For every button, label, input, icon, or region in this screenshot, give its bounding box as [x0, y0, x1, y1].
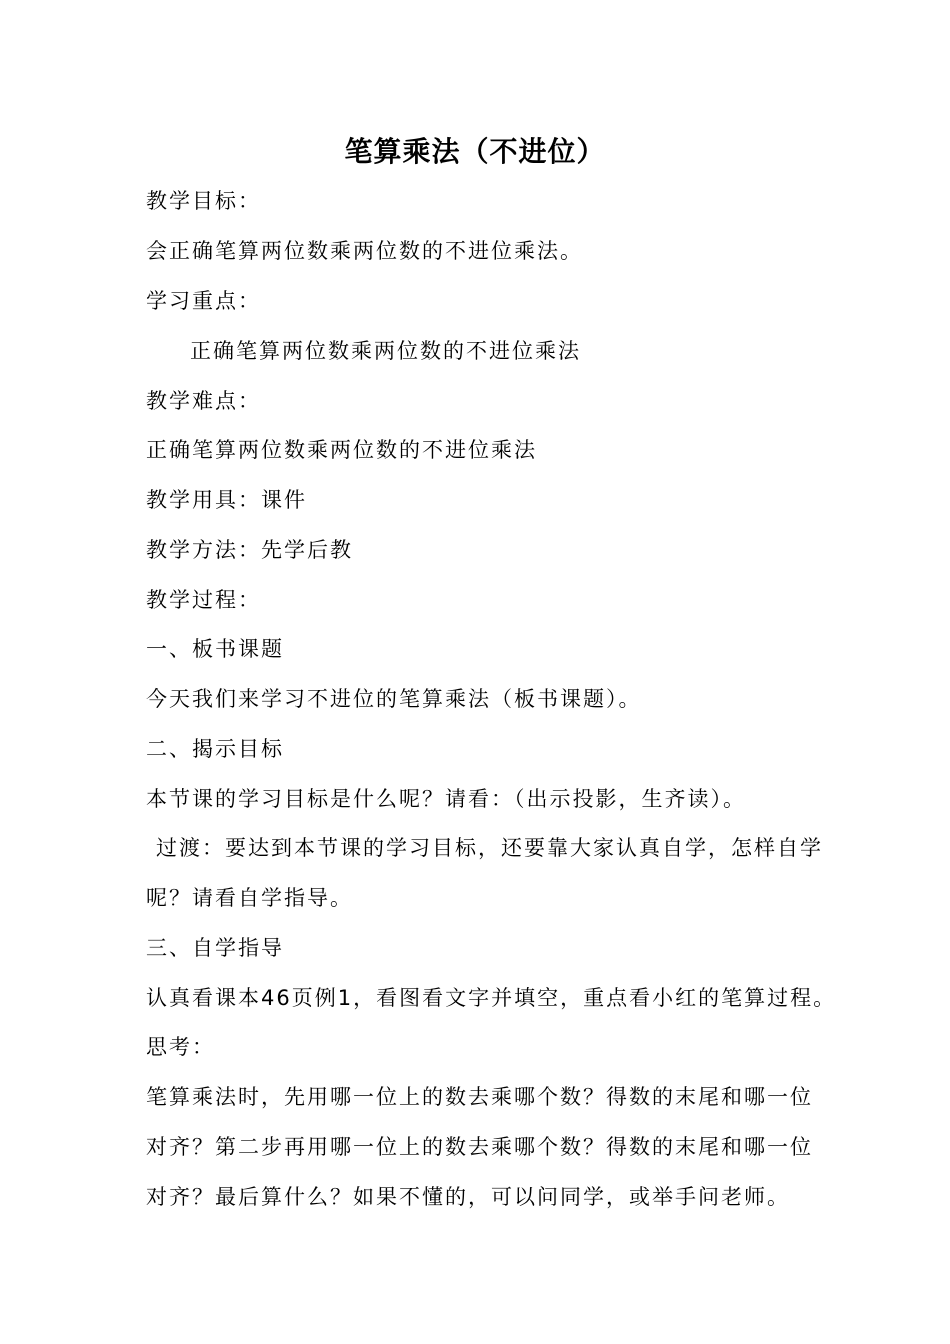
paragraph-transition: 过渡：要达到本节课的学习目标，还要靠大家认真自学，怎样自学	[156, 836, 823, 860]
paragraph-tools: 教学用具：课件	[146, 488, 307, 512]
heading-teaching-goal: 教学目标：	[146, 189, 261, 213]
paragraph-think-3: 对齐？最后算什么？如果不懂的，可以问同学，或举手问老师。	[146, 1185, 790, 1209]
paragraph-difficulty: 正确笔算两位数乘两位数的不进位乘法	[146, 438, 537, 462]
paragraph-key-point: 正确笔算两位数乘两位数的不进位乘法	[190, 339, 581, 363]
paragraph-goal: 会正确笔算两位数乘两位数的不进位乘法。	[146, 239, 583, 263]
section-heading-3: 三、自学指导	[146, 936, 284, 960]
paragraph-section-2: 本节课的学习目标是什么呢？请看：（出示投影，生齐读）。	[146, 787, 746, 811]
paragraph-method: 教学方法：先学后教	[146, 538, 353, 562]
heading-difficulty: 教学难点：	[146, 389, 261, 413]
paragraph-think-2: 对齐？第二步再用哪一位上的数去乘哪个数？得数的末尾和哪一位	[146, 1135, 813, 1159]
paragraph-section-1: 今天我们来学习不进位的笔算乘法（板书课题）。	[146, 687, 642, 711]
section-heading-1: 一、板书课题	[146, 637, 284, 661]
paragraph-think-1: 笔算乘法时，先用哪一位上的数去乘哪个数？得数的末尾和哪一位	[146, 1085, 813, 1109]
heading-key-point: 学习重点：	[146, 289, 261, 313]
document-title: 笔算乘法（不进位）	[344, 135, 606, 168]
paragraph-section-3: 认真看课本46页例1，看图看文字并填空，重点看小红的笔算过程。	[146, 986, 837, 1010]
section-heading-2: 二、揭示目标	[146, 737, 284, 761]
heading-think: 思考：	[146, 1035, 215, 1059]
heading-process: 教学过程：	[146, 588, 261, 612]
paragraph-transition-cont: 呢？请看自学指导。	[146, 886, 353, 910]
